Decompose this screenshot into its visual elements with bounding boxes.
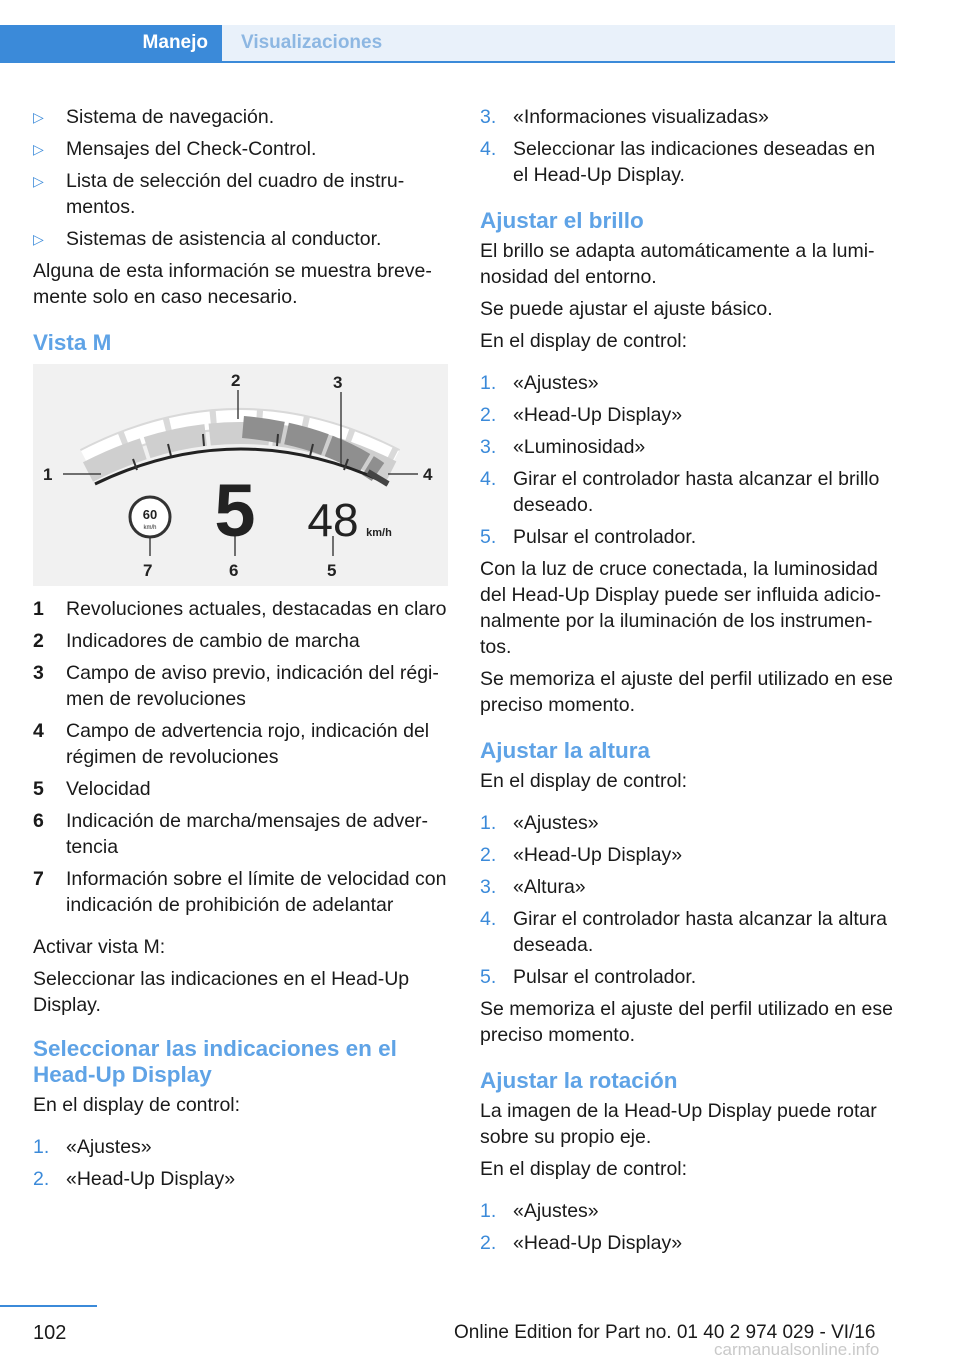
tab-manejo[interactable]: Manejo xyxy=(0,25,222,61)
triangle-bullet-icon: ▷ xyxy=(33,109,44,125)
paragraph: En el display de control: xyxy=(480,330,688,352)
paragraph: Se memoriza el ajuste del perfil utilizado en ese preciso momento. xyxy=(480,998,893,1046)
step-item: 1. «Ajustes» xyxy=(480,812,599,834)
step-item: 3. «Altura» xyxy=(480,876,586,898)
step-item: 4. Seleccionar las indicaciones deseadas en el Head-Up Display. xyxy=(480,138,876,186)
legend-item: 4 Campo de advertencia rojo, indicación del régimen de revoluciones xyxy=(33,720,430,768)
step-item: 1. «Ajustes» xyxy=(480,1200,599,1222)
watermark: carmanualsonline.info xyxy=(714,1340,880,1359)
right-column xyxy=(480,104,895,1262)
legend-item: 1 Revoluciones actuales, destacadas en claro xyxy=(33,598,447,620)
paragraph: Se puede ajustar el ajuste básico. xyxy=(480,298,773,320)
callout-7: 7 xyxy=(143,561,153,580)
list-item: ▷ Mensajes del Check-Control. xyxy=(33,138,317,160)
step-item: 4. Girar el controlador hasta alcanzar la altura deseada. xyxy=(480,908,887,956)
legend-item: 7 Información sobre el límite de velocidad con indicación de prohibición de adelantar xyxy=(33,868,447,916)
gear-indicator: 5 xyxy=(214,469,256,552)
callout-3: 3 xyxy=(333,373,343,392)
step-item: 5. Pulsar el controlador. xyxy=(480,526,697,548)
header-rule xyxy=(0,61,895,63)
paragraph: En el display de control: xyxy=(33,1094,241,1116)
svg-text:km/h: km/h xyxy=(143,525,157,531)
left-column xyxy=(33,104,448,1198)
step-item: 2. «Head-Up Display» xyxy=(480,1232,683,1254)
list-item: ▷ Sistema de navegación. xyxy=(33,106,275,128)
triangle-bullet-icon: ▷ xyxy=(33,231,44,247)
tab-visualizaciones[interactable]: Visualizaciones xyxy=(222,25,895,61)
step-item: 3. «Luminosidad» xyxy=(480,436,646,458)
step-item: 2. «Head-Up Display» xyxy=(33,1168,236,1190)
step-item: 2. «Head-Up Display» xyxy=(480,404,683,426)
list-item: ▷ Sistemas de asistencia al conductor. xyxy=(33,228,382,250)
paragraph: En el display de control: xyxy=(480,1158,688,1180)
heading-seleccionar: Seleccionar las indicaciones en el Head-Up Display xyxy=(33,1036,397,1087)
legend-item: 5 Velocidad xyxy=(33,778,151,800)
section-header xyxy=(0,25,895,63)
page-number: 102 xyxy=(33,1322,67,1344)
paragraph: El brillo se adapta automáticamente a la lumi‐ nosidad del entorno. xyxy=(480,240,875,288)
heading-brillo: Ajustar el brillo xyxy=(480,208,644,233)
step-item: 1. «Ajustes» xyxy=(480,372,599,394)
speed-unit: km/h xyxy=(366,527,392,539)
step-item: 1. «Ajustes» xyxy=(33,1136,152,1158)
callout-6: 6 xyxy=(229,561,239,580)
list-item: ▷ Lista de selección del cuadro de instru‐ mentos. xyxy=(33,170,405,218)
step-item: 3. «Informaciones visualizadas» xyxy=(480,106,769,128)
svg-text:60: 60 xyxy=(142,507,158,522)
callout-1: 1 xyxy=(43,465,53,484)
legend-item: 3 Campo de aviso previo, indicación del régi‐ men de revoluciones xyxy=(33,662,439,710)
paragraph: Seleccionar las indicaciones en el Head-Up Display. xyxy=(33,968,410,1016)
paragraph: La imagen de la Head-Up Display puede rotar sobre su propio eje. xyxy=(480,1100,877,1148)
footer-rule xyxy=(0,1305,97,1307)
paragraph: Activar vista M: xyxy=(33,936,166,958)
hud-illustration xyxy=(33,364,448,586)
legend-item: 2 Indicadores de cambio de marcha xyxy=(33,630,360,652)
step-item: 4. Girar el controlador hasta alcanzar el brillo deseado. xyxy=(480,468,880,516)
paragraph: En el display de control: xyxy=(480,770,688,792)
triangle-bullet-icon: ▷ xyxy=(33,173,44,189)
edition-note: Online Edition for Part no. 01 40 2 974 029 - VI/16 xyxy=(454,1322,876,1343)
legend-item: 6 Indicación de marcha/mensajes de adver‐ tencia xyxy=(33,810,429,858)
paragraph: Con la luz de cruce conectada, la luminosidad del Head-Up Display puede ser influida adicio‐ nalmente por la iluminación de los instrumen‐ tos. xyxy=(480,558,882,658)
heading-vista-m: Vista M xyxy=(33,330,112,355)
triangle-bullet-icon: ▷ xyxy=(33,141,44,157)
paragraph: Se memoriza el ajuste del perfil utilizado en ese preciso momento. xyxy=(480,668,893,716)
heading-altura: Ajustar la altura xyxy=(480,738,651,763)
step-item: 2. «Head-Up Display» xyxy=(480,844,683,866)
paragraph: Alguna de esta información se muestra breve‐ mente solo en caso necesario. xyxy=(33,260,432,308)
callout-5: 5 xyxy=(327,561,337,580)
hud-diagram xyxy=(33,364,448,586)
speed-readout: 48 xyxy=(307,494,359,546)
heading-rotacion: Ajustar la rotación xyxy=(480,1068,678,1093)
callout-2: 2 xyxy=(231,371,241,390)
callout-4: 4 xyxy=(423,465,433,484)
step-item: 5. Pulsar el controlador. xyxy=(480,966,697,988)
